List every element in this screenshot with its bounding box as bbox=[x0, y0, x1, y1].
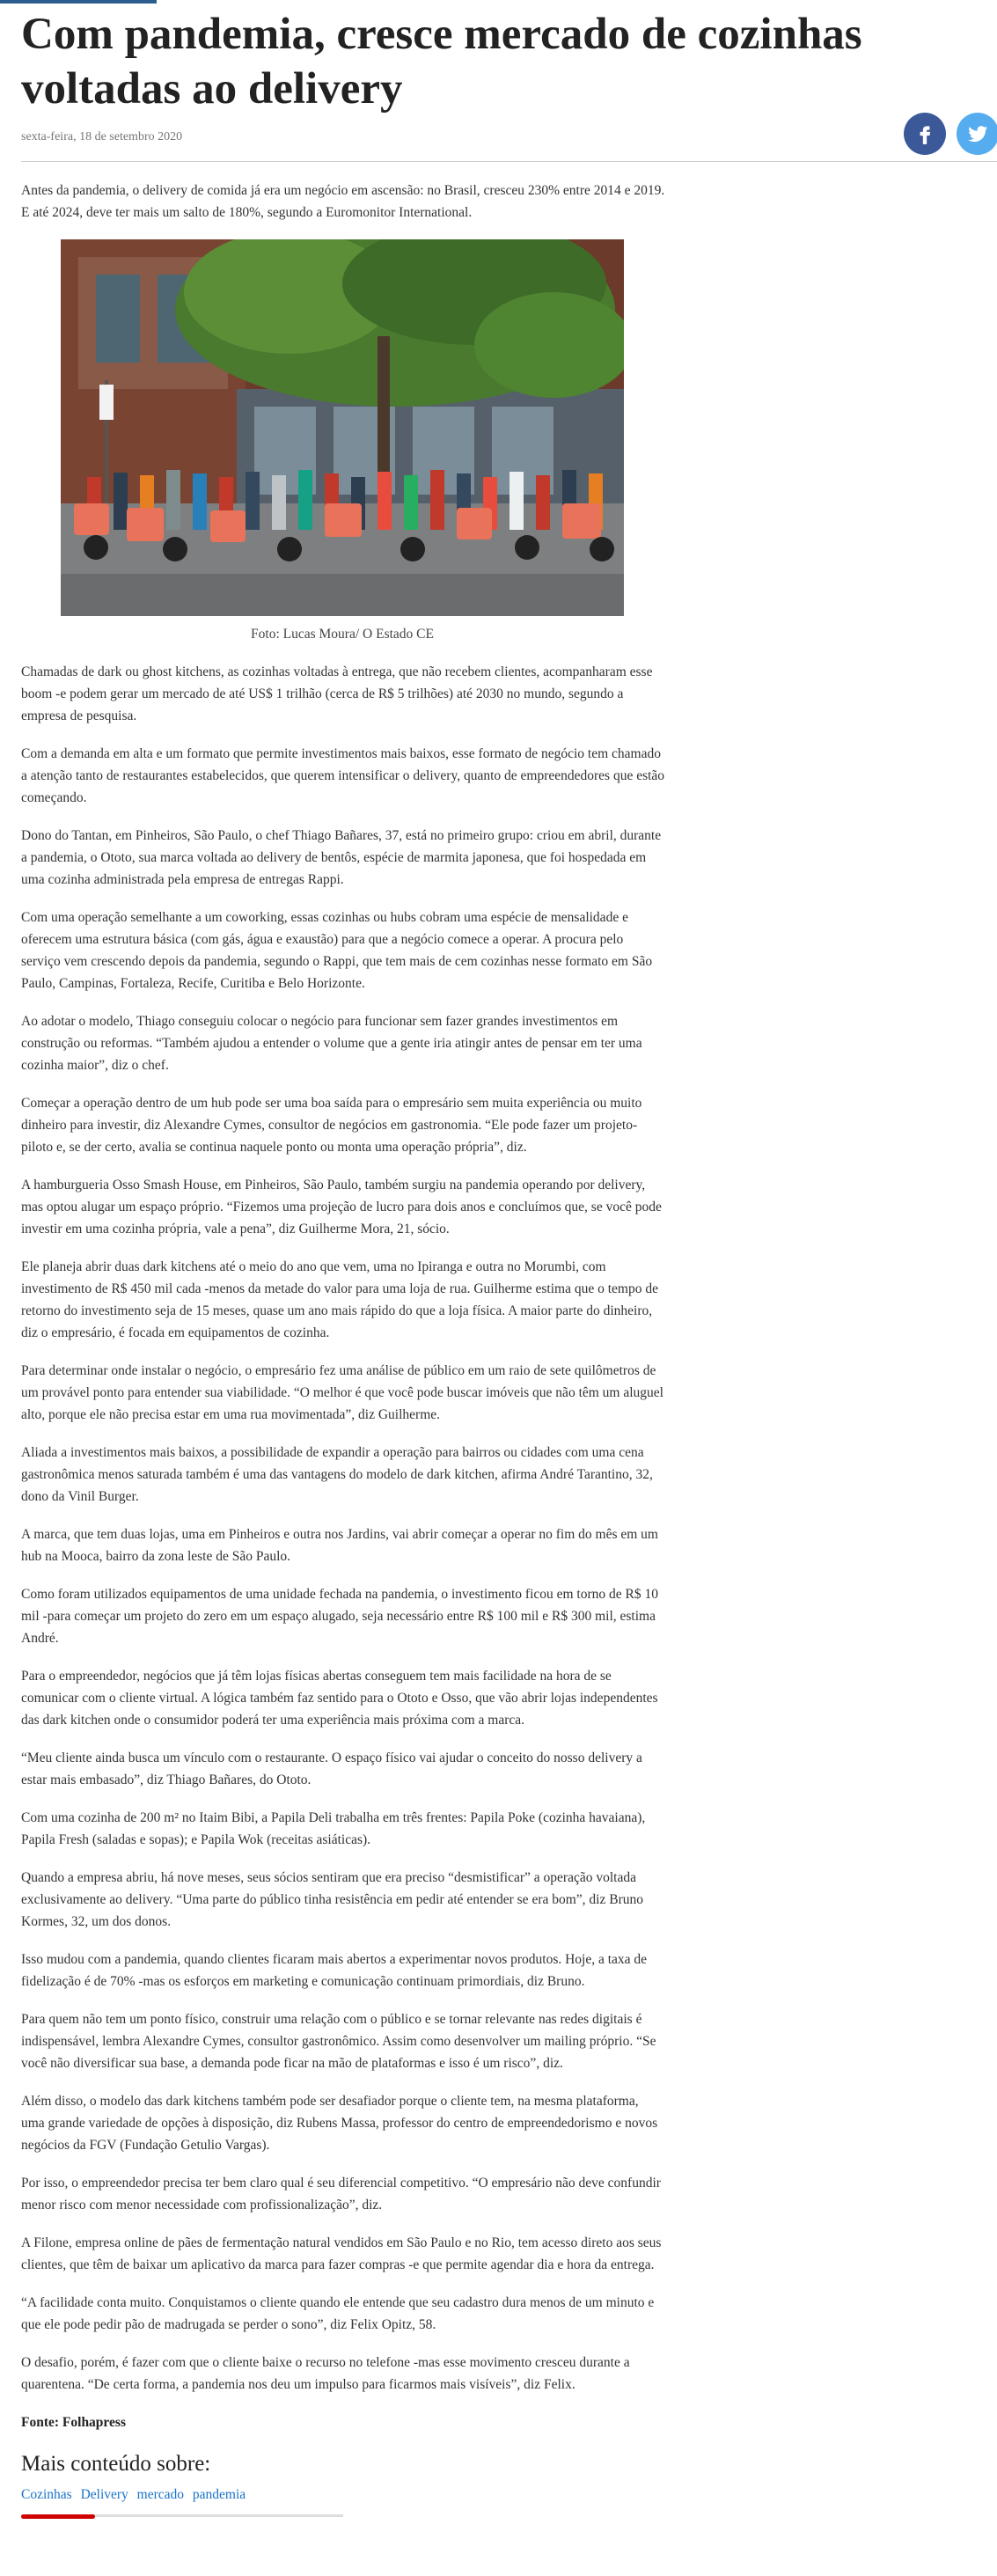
twitter-icon bbox=[966, 122, 989, 145]
article-meta bbox=[21, 113, 997, 162]
article-paragraph: Chamadas de dark ou ghost kitchens, as cozinhas voltadas à entrega, que não recebem clientes, acompanharam esse boom -e podem gerar um mercado de até US$ 1 trilhão (cerca de R$ 5 trilhões) até 2030 no mundo, segundo a empresa de pesquisa. bbox=[21, 664, 653, 723]
delivery-workers-photo bbox=[61, 239, 624, 616]
article-paragraph: Dono do Tantan, em Pinheiros, São Paulo, o chef Thiago Bañares, 37, está no primeiro grupo: criou em abril, durante a pandemia, o Ototo, sua marca voltada ao delivery de bentôs, espécie de marmita japonesa, que foi hospedada em uma cozinha administrada pela empresa de entregas Rappi. bbox=[21, 828, 662, 887]
article-paragraph: Isso mudou com a pandemia, quando clientes ficaram mais abertos a experimentar novos produtos. Hoje, a taxa de fidelização é de 70% -mas os esforços em marketing e comunicação continuam primordiais, diz Bruno. bbox=[21, 1952, 648, 1989]
article-source: Fonte: Folhapress bbox=[21, 2415, 126, 2430]
article-paragraph: O desafio, porém, é fazer com que o cliente baixe o recurso no telefone -mas esse movimento cresceu durante a quarentena. “De certa forma, a pandemia nos deu um impulso para ficarmos mais visíveis”, diz Felix. bbox=[21, 2355, 630, 2392]
article-paragraph: “A facilidade conta muito. Conquistamos o cliente quando ele entende que seu cadastro dura menos de um minuto e que ele pode pedir pão de madrugada se perder o sono”, diz Felix Opitz, 58. bbox=[21, 2295, 655, 2332]
article-body bbox=[21, 180, 665, 2517]
article-paragraph: Para determinar onde instalar o negócio, o empresário fez uma análise de público em um raio de sete quilômetros de um provável ponto para entender sua viabilidade. “O melhor é que você pode buscar imóveis que não têm um aluguel alto, porque ele não precisa estar em uma rua movimentada”, diz Guilherme. bbox=[21, 1363, 663, 1422]
more-content-heading: Mais conteúdo sobre: bbox=[21, 2452, 211, 2476]
article-paragraph: Com uma operação semelhante a um coworking, essas cozinhas ou hubs cobram uma espécie de mensalidade e oferecem uma estrutura básica (com gás, água e exaustão) para que a negócio comece a operar. A procura pelo serviço vem crescendo depois da pandemia, segundo o Rappi, que tem mais de cem cozinhas nesse formato em São Paulo, Campinas, Fortaleza, Recife, Curitiba e Belo Horizonte. bbox=[21, 910, 653, 991]
photo-caption: Foto: Lucas Moura/ O Estado CE bbox=[251, 627, 434, 642]
tag-list bbox=[21, 2484, 665, 2506]
article-paragraph: Com a demanda em alta e um formato que permite investimentos mais baixos, esse formato de negócio tem chamado a atenção tanto de restaurantes estabelecidos, que querem intensificar o delivery, quanto de empreendedores que estão começando. bbox=[21, 746, 665, 805]
section-divider bbox=[21, 2514, 343, 2517]
article-paragraph: Por isso, o empreendedor precisa ter bem claro qual é seu diferencial competitivo. “O empresário não deve confundir menor risco com menor necessidade com profissionalização”, diz. bbox=[21, 2176, 661, 2213]
article-paragraph: Para quem não tem um ponto físico, construir uma relação com o público e se tornar relevante nas redes digitais é indispensável, lembra Alexandre Cymes, consultor gastronômico. Assim como desenvolver um mailing próprio. “Se você não diversificar sua base, a demanda pode ficar na mão de plataformas e isso é um risco”, diz. bbox=[21, 2012, 656, 2071]
facebook-share-button[interactable] bbox=[904, 113, 946, 155]
article-paragraph: Começar a operação dentro de um hub pode ser uma boa saída para o empresário sem muita experiência ou muito dinheiro para investir, diz Alexandre Cymes, consultor de negócios em gastronomia. “Ele pode fazer um projeto-piloto e, se der certo, avalia se continua naquele ponto ou monta uma operação própria”, diz. bbox=[21, 1096, 642, 1155]
article-paragraph: Ele planeja abrir duas dark kitchens até o meio do ano que vem, uma no Ipiranga e outra no Morumbi, com investimento de R$ 450 mil cada -menos da metade do valor para uma loja de rua. Guilherme estima que o tempo de retorno do investimento seja de 15 meses, quase um ano mais rápido do que a loja física. A maior parte do dinheiro, diz o empresário, é focada em equipamentos de cozinha. bbox=[21, 1259, 658, 1340]
article-paragraph: Com uma cozinha de 200 m² no Itaim Bibi, a Papila Deli trabalha em três frentes: Papila Poke (cozinha havaiana), Papila Fresh (saladas e sopas); e Papila Wok (receitas asiáticas). bbox=[21, 1810, 646, 1847]
tag-link[interactable]: Cozinhas bbox=[21, 2487, 72, 2502]
tag-link[interactable]: Delivery bbox=[80, 2487, 128, 2502]
twitter-share-button[interactable] bbox=[957, 113, 997, 155]
tag-link[interactable]: mercado bbox=[136, 2487, 185, 2502]
divider-highlight bbox=[21, 2514, 95, 2519]
article-paragraph: “Meu cliente ainda busca um vínculo com o restaurante. O espaço físico vai ajudar o conceito do nosso delivery a estar mais embasado”, diz Thiago Bañares, do Ototo. bbox=[21, 1750, 642, 1787]
article-paragraph: Quando a empresa abriu, há nove meses, seus sócios sentiram que era preciso “desmistificar” a operação voltada exclusivamente ao delivery. “Uma parte do público tinha resistência em pedir até entender se era bom”, diz Bruno Kormes, 32, um dos donos. bbox=[21, 1870, 643, 1929]
article-photo bbox=[61, 239, 624, 616]
article-paragraph: Ao adotar o modelo, Thiago conseguiu colocar o negócio para funcionar sem fazer grandes investimentos em construção ou reformas. “Também ajudou a entender o volume que a gente iria atingir antes de pensar em ter uma cozinha maior”, diz o chef. bbox=[21, 1014, 642, 1073]
article-paragraph: A hamburgueria Osso Smash House, em Pinheiros, São Paulo, também surgiu na pandemia operando por delivery, mas optou alugar um espaço próprio. “Fizemos uma projeção de lucro para dois anos e concluímos que, se você pode investir em uma cozinha própria, vale a pena”, diz Guilherme Mora, 21, sócio. bbox=[21, 1178, 662, 1237]
article-paragraph: Antes da pandemia, o delivery de comida já era um negócio em ascensão: no Brasil, cresceu 230% entre 2014 e 2019. E até 2024, deve ter mais um salto de 180%, segundo a Euromonitor International. bbox=[21, 183, 665, 220]
tag-link[interactable]: pandemia bbox=[192, 2487, 246, 2502]
top-accent-bar bbox=[0, 0, 157, 4]
facebook-icon bbox=[913, 122, 936, 145]
article-paragraph: Como foram utilizados equipamentos de uma unidade fechada na pandemia, o investimento ficou em torno de R$ 10 mil -para começar um projeto do zero em um espaço alugado, seja necessário entre R$ 100 mil e R$ 300 mil, estima André. bbox=[21, 1587, 658, 1646]
article-paragraph: Aliada a investimentos mais baixos, a possibilidade de expandir a operação para bairros ou cidades com uma cena gastronômica menos saturada também é uma das vantagens do modelo de dark kitchen, afirma André Tarantino, 32, dono da Vinil Burger. bbox=[21, 1445, 653, 1504]
article-paragraph: A marca, que tem duas lojas, uma em Pinheiros e outra nos Jardins, vai abrir começar a operar no fim do mês em um hub na Mooca, bairro da zona leste de São Paulo. bbox=[21, 1527, 658, 1564]
article-paragraph: Para o empreendedor, negócios que já têm lojas físicas abertas conseguem tem mais facilidade na hora de se comunicar com o cliente virtual. A lógica também faz sentido para o Ototo e Osso, que vão abrir lojas independentes das dark kitchen onde o consumidor poderá ter uma experiência mais próxima com a marca. bbox=[21, 1669, 658, 1728]
article-figure bbox=[61, 239, 624, 645]
article-title: Com pandemia, cresce mercado de cozinhas voltadas ao delivery bbox=[21, 10, 862, 114]
article-paragraph: Além disso, o modelo das dark kitchens também pode ser desafiador porque o cliente tem, na mesma plataforma, uma grande variedade de opções à disposição, diz Rubens Massa, professor do centro de empreendedorismo e novos negócios da FGV (Fundação Getulio Vargas). bbox=[21, 2094, 658, 2153]
article-paragraph: A Filone, empresa online de pães de fermentação natural vendidos em São Paulo e no Rio, tem acesso direto aos seus clientes, que têm de baixar um aplicativo da marca para fazer compras -e que permite agendar dia e hora da entrega. bbox=[21, 2235, 662, 2272]
article-date: sexta-feira, 18 de setembro 2020 bbox=[21, 130, 183, 143]
